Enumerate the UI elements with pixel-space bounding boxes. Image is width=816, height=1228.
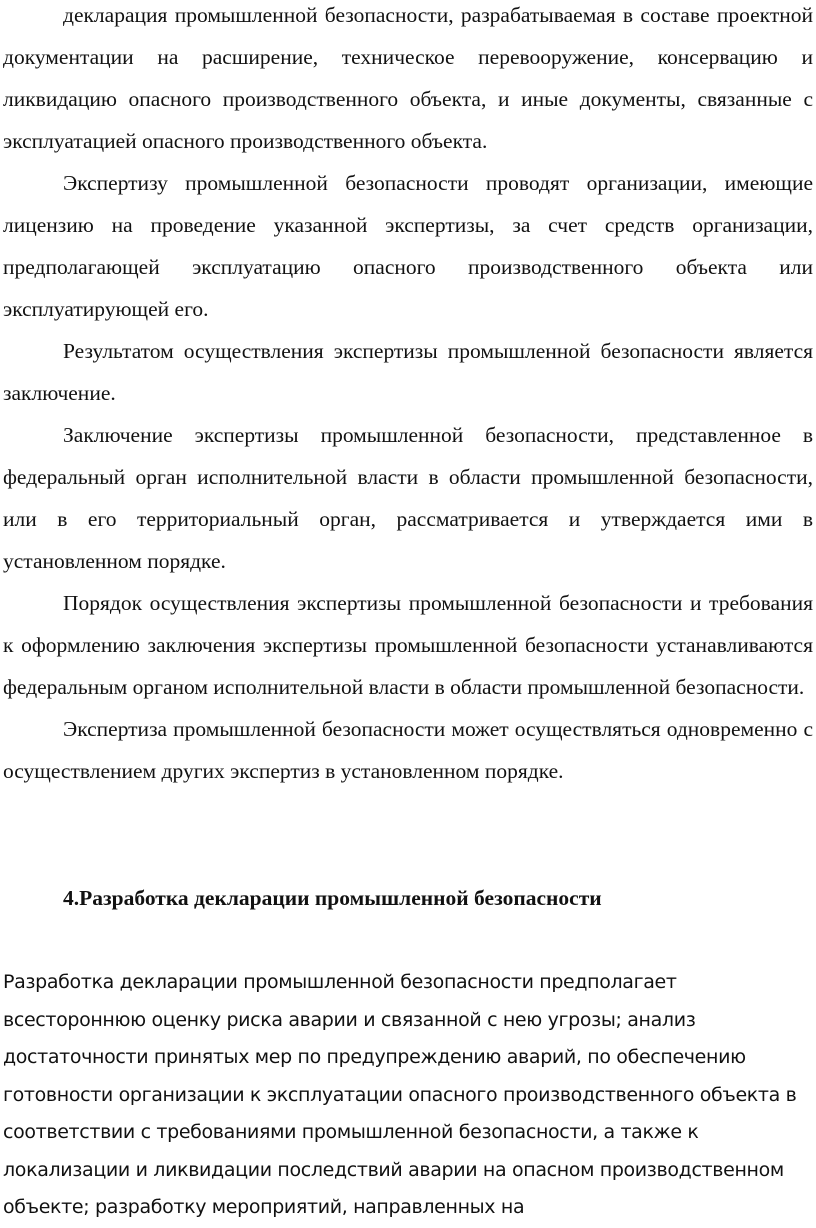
paragraph-expertise-procedure: Порядок осуществления экспертизы промышленной безопасности и требования к оформлению заключения экспертизы промышленной безопасности устанавливаются федеральным органом исполнительной власти в области промышленной безопасности. (3, 591, 813, 699)
paragraph-declaration-development: Разработка декларации промышленной безопасности предполагает всестороннюю оценку риска аварии и связанной с нею угрозы; анализ достаточности принятых мер по предупреждению аварий, по обеспечению готовности организации к эксплуатации опасного производственного объекта в соответствии с требованиями промышленной безопасности, а также к локализации и ликвидации последствий аварии на опасном производственном объекте; разработку мероприятий, направленных на (3, 971, 797, 1218)
paragraph-declaration-continued: декларация промышленной безопасности, разрабатываемая в составе проектной документации на расширение, техническое перевооружение, консервацию и ликвидацию опасного производственного объекта, и иные документы, связанные с эксплуатацией опасного производственного объекта. (3, 3, 813, 153)
section-body (3, 964, 803, 1227)
paragraph-simultaneous-expertise: Экспертиза промышленной безопасности может осуществляться одновременно с осуществлением других экспертиз в установленном порядке. (3, 717, 813, 783)
paragraph-expertise-result: Результатом осуществления экспертизы промышленной безопасности является заключение. (3, 339, 813, 405)
paragraph-expertise-organizations: Экспертизу промышленной безопасности проводят организации, имеющие лицензию на проведение указанной экспертизы, за счет средств организации, предполагающей эксплуатацию опасного производственного объекта или эксплуатирующей его. (3, 171, 813, 321)
section-heading: 4.Разработка декларации промышленной безопасности (63, 886, 602, 910)
document-body (3, 0, 813, 792)
paragraph-conclusion-approval: Заключение экспертизы промышленной безопасности, представленное в федеральный орган исполнительной власти в области промышленной безопасности, или в его территориальный орган, рассматривается и утверждается ими в установленном порядке. (3, 423, 813, 573)
